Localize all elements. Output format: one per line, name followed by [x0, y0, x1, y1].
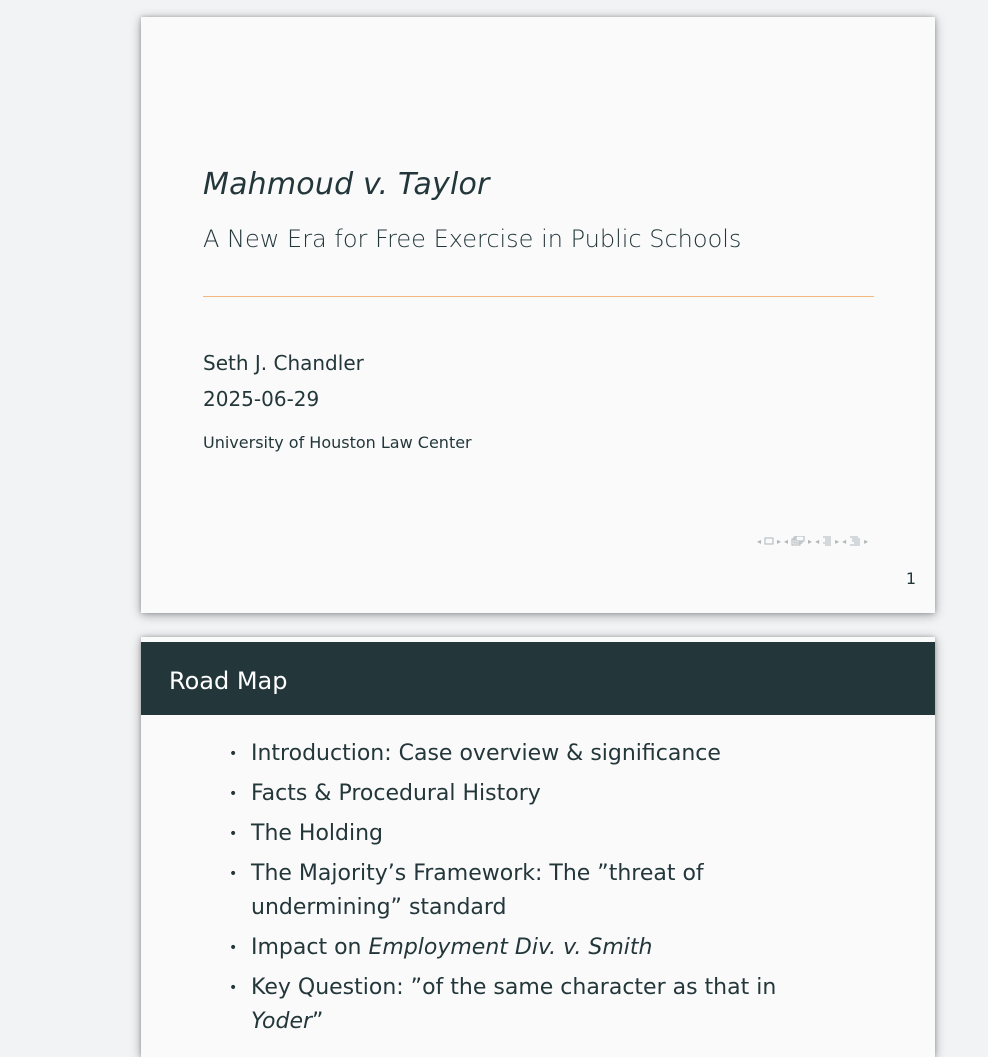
slide-nav-icon[interactable] [764, 537, 774, 545]
list-item-text: Impact on [251, 935, 369, 960]
page-number: 1 [905, 569, 916, 588]
case-name: Yoder [251, 1009, 313, 1034]
list-item-text: ” [312, 1009, 324, 1034]
presentation-title: Mahmoud v. Taylor [203, 167, 490, 202]
frame-nav-icon[interactable] [791, 536, 805, 546]
list-item [229, 931, 849, 965]
frame-title: Road Map [169, 667, 288, 695]
list-item [229, 971, 849, 1039]
list-item-text: Introduction: Case overview & significance [251, 741, 721, 766]
subsection-nav-icon[interactable] [849, 536, 861, 546]
road-map-slide [141, 637, 935, 1057]
section-nav-icon[interactable] [822, 536, 832, 546]
case-name: Employment Div. v. Smith [368, 935, 653, 960]
nav-left-arrow-icon[interactable]: ◂ [815, 536, 820, 546]
nav-right-arrow-icon[interactable]: ▸ [835, 536, 840, 546]
title-divider [203, 296, 874, 297]
nav-left-arrow-icon[interactable]: ◂ [842, 536, 847, 546]
list-item [229, 737, 849, 771]
list-item-text: Facts & Procedural History [251, 781, 541, 806]
list-item [229, 777, 849, 811]
presentation-subtitle: A New Era for Free Exercise in Public Schools [203, 225, 742, 253]
nav-right-arrow-icon[interactable]: ▸ [808, 536, 813, 546]
list-item [229, 817, 849, 851]
list-item [229, 857, 849, 925]
date: 2025-06-29 [203, 387, 320, 411]
nav-right-arrow-icon[interactable]: ▸ [777, 536, 782, 546]
nav-left-arrow-icon[interactable]: ◂ [784, 536, 789, 546]
list-item-text: The Majority’s Framework: The ”threat of undermining” standard [251, 861, 704, 920]
beamer-navigation-symbols[interactable] [757, 534, 927, 548]
frame-title-bar [141, 642, 935, 715]
institute: University of Houston Law Center [203, 433, 472, 452]
nav-right-arrow-icon[interactable]: ▸ [864, 536, 869, 546]
road-map-list [229, 737, 849, 1045]
author: Seth J. Chandler [203, 351, 364, 375]
title-slide [141, 17, 935, 613]
list-item-text: Key Question: ”of the same character as that in [251, 975, 777, 1000]
list-item-text: The Holding [251, 821, 384, 846]
nav-left-arrow-icon[interactable]: ◂ [757, 536, 762, 546]
